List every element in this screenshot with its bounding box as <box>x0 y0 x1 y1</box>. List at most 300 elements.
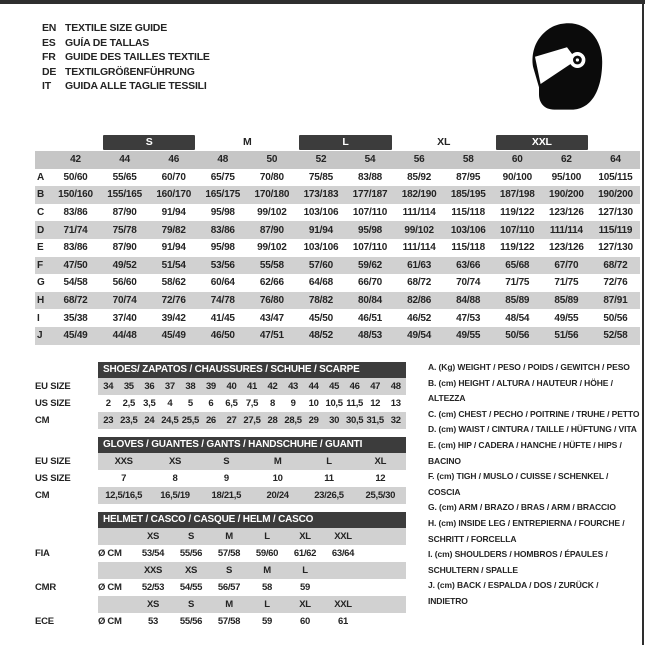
measure-value-cell: 59/62 <box>358 259 383 271</box>
measure-value-cell: 91/94 <box>161 207 186 219</box>
size-cell: 50 <box>266 154 278 166</box>
textile-size-table <box>35 134 640 345</box>
shoes-value-cell: 40 <box>226 381 237 392</box>
measure-row-d <box>35 221 640 239</box>
legend-item-f: F. (cm) TIGH / MUSLO / CUISSE / SCHENKEL / COSCIA <box>428 471 609 497</box>
measure-value-cell: 68/72 <box>407 277 432 289</box>
shoes-row-values <box>98 395 406 412</box>
measure-value-cell: 95/98 <box>210 207 235 219</box>
helmet-size-cell: XXS <box>143 565 163 576</box>
gloves-value-cell: XXS <box>114 456 133 467</box>
shoes-value-cell: 12 <box>370 398 381 409</box>
measure-row-label: J <box>37 330 43 342</box>
measure-value-cell: 67/70 <box>554 259 579 271</box>
shoes-value-cell: 41 <box>247 381 257 392</box>
size-cell: 56 <box>413 154 425 166</box>
helmet-size-header-values <box>98 562 406 579</box>
helmet-size-header-row <box>35 596 406 613</box>
measure-value-cell: 83/88 <box>358 171 383 183</box>
legend-item-e: E. (cm) HIP / CADERA / HANCHE / HÜFTE / HIPS / BACINO <box>428 439 622 466</box>
measure-row-label: I <box>37 312 40 324</box>
shoes-value-cell: 26 <box>205 415 216 426</box>
shoes-table-rows <box>35 378 406 429</box>
gloves-value-cell: 7 <box>121 473 127 484</box>
size-cell: 58 <box>462 154 474 166</box>
gloves-row-label: EU SIZE <box>35 456 71 467</box>
measure-value-cell: 70/80 <box>259 171 284 183</box>
shoes-row <box>35 378 406 395</box>
helmet-size-cell: XS <box>184 565 198 576</box>
helmet-standard-values <box>98 545 406 562</box>
measure-value-cell: 83/86 <box>63 242 88 254</box>
measure-value-cell: 127/130 <box>598 207 633 219</box>
helmet-value-cell: 59/60 <box>255 548 279 559</box>
measure-row-b <box>35 186 640 204</box>
gloves-value-cell: 12 <box>375 473 386 484</box>
shoes-value-cell: 4 <box>167 398 173 409</box>
language-title: GUÍA DE TALLAS <box>65 36 150 49</box>
measure-value-cell: 72/76 <box>603 277 628 289</box>
measure-value-cell: 46/52 <box>407 312 432 324</box>
shoes-value-cell: 44 <box>308 381 319 392</box>
gloves-row-label: CM <box>35 490 50 501</box>
helmet-size-cell: XL <box>299 599 311 610</box>
helmet-size-header-spacer <box>35 562 98 579</box>
measure-value-cell: 123/126 <box>548 242 584 254</box>
shoes-row-values <box>98 378 406 395</box>
gloves-value-cell: 25,5/30 <box>365 490 396 501</box>
measure-value-cell: 48/54 <box>505 312 530 324</box>
gloves-value-cell: 12,5/16,5 <box>105 490 143 501</box>
measure-value-cell: 50/60 <box>63 171 88 183</box>
shoes-value-cell: 24 <box>144 415 155 426</box>
gloves-row-values <box>98 453 406 470</box>
helmet-value-cell: 63/64 <box>331 548 355 559</box>
shoes-value-cell: 3,5 <box>143 398 156 409</box>
helmet-value-cell: 59 <box>300 582 310 593</box>
measure-value-cell: 182/190 <box>401 189 437 201</box>
gloves-row-values <box>98 487 406 504</box>
measure-value-cell: 84/88 <box>456 295 481 307</box>
size-cell: 44 <box>119 154 130 166</box>
helmet-value-cell: 52/53 <box>141 582 165 593</box>
shoes-row-label: CM <box>35 415 50 426</box>
language-title: GUIDE DES TAILLES TEXTILE <box>65 51 210 63</box>
shoes-value-cell: 45 <box>329 381 340 392</box>
shoes-value-cell: 24,5 <box>161 415 179 426</box>
shoes-value-cell: 7,5 <box>245 398 259 409</box>
shoes-row <box>35 395 406 412</box>
size-cell: 64 <box>610 154 621 166</box>
measure-value-cell: 60/64 <box>210 277 235 289</box>
size-cell: 46 <box>168 154 180 166</box>
measure-value-cell: 49/54 <box>407 330 432 342</box>
helmet-unit-label: Ø CM <box>98 548 122 559</box>
helmet-table-title: HELMET / CASCO / CASQUE / HELM / CASCO <box>98 512 406 528</box>
helmet-value-cell: 61/62 <box>293 548 317 559</box>
language-code: DE <box>42 65 57 78</box>
measure-value-cell: 37/40 <box>112 312 137 324</box>
measure-value-cell: 62/66 <box>259 277 284 289</box>
measure-value-cell: 51/54 <box>161 259 186 271</box>
size-cell: 52 <box>315 154 327 166</box>
gloves-value-cell: 8 <box>172 473 178 484</box>
measure-row-h <box>35 292 640 310</box>
measure-value-cell: 78/82 <box>308 295 333 307</box>
size-band-m: M <box>243 136 252 148</box>
measure-value-cell: 115/118 <box>451 207 486 219</box>
measure-value-cell: 43/47 <box>259 312 284 324</box>
measure-value-cell: 51/56 <box>554 330 579 342</box>
shoes-value-cell: 28 <box>267 415 278 426</box>
shoes-value-cell: 34 <box>103 381 114 392</box>
shoes-value-cell: 30 <box>329 415 340 426</box>
measure-value-cell: 61/63 <box>407 259 432 271</box>
measure-value-cell: 52/58 <box>603 330 628 342</box>
shoes-value-cell: 37 <box>164 381 175 392</box>
helmet-size-cell: M <box>263 565 271 576</box>
measure-value-cell: 70/74 <box>456 277 481 289</box>
measure-value-cell: 107/110 <box>352 242 388 254</box>
measure-value-cell: 85/89 <box>505 295 530 307</box>
gloves-value-cell: 23/26,5 <box>314 490 344 501</box>
gloves-value-cell: L <box>326 456 332 467</box>
measure-value-cell: 64/68 <box>308 277 333 289</box>
gloves-row-values <box>98 470 406 487</box>
helmet-size-cell: L <box>264 599 270 610</box>
measure-value-cell: 55/58 <box>259 259 284 271</box>
measure-value-cell: 53/56 <box>210 259 235 271</box>
measure-value-cell: 82/86 <box>407 295 432 307</box>
measure-value-cell: 41/45 <box>210 312 235 324</box>
measure-value-cell: 185/195 <box>450 189 486 201</box>
measure-value-cell: 87/90 <box>112 207 137 219</box>
measure-row-label: B <box>37 189 45 201</box>
measure-value-cell: 70/74 <box>112 295 137 307</box>
gloves-value-cell: 20/24 <box>266 490 289 501</box>
measure-value-cell: 105/115 <box>598 171 633 183</box>
language-code: IT <box>42 80 51 92</box>
helmet-standard-row-cmr <box>35 579 406 596</box>
measure-value-cell: 49/52 <box>112 259 137 271</box>
shoes-value-cell: 38 <box>185 381 196 392</box>
gloves-row <box>35 470 406 487</box>
helmet-value-cell: 55/56 <box>179 616 203 627</box>
shoes-value-cell: 36 <box>144 381 155 392</box>
measure-value-cell: 90/100 <box>502 171 532 183</box>
helmet-value-cell: 59 <box>262 616 272 627</box>
language-code: EN <box>42 22 57 34</box>
right-border <box>642 0 644 645</box>
measure-row-e <box>35 239 640 257</box>
helmet-unit-label: Ø CM <box>98 616 122 627</box>
shoes-value-cell: 32 <box>390 415 401 426</box>
size-band-xxl: XXL <box>496 135 588 150</box>
legend-item-b: B. (cm) HEIGHT / ALTURA / HAUTEUR / HÖHE / ALTEZZA <box>428 377 613 404</box>
legend-item-j: J. (cm) BACK / ESPALDA / DOS / ZURÜCK / INDIETRO <box>428 580 599 606</box>
measure-value-cell: 55/65 <box>112 171 137 183</box>
gloves-row <box>35 487 406 504</box>
measure-value-cell: 99/102 <box>257 207 287 219</box>
measure-value-cell: 49/55 <box>554 312 579 324</box>
helmet-value-cell: 55/56 <box>179 548 203 559</box>
measure-value-cell: 115/119 <box>598 224 633 236</box>
shoes-value-cell: 30,5 <box>346 415 364 426</box>
helmet-value-cell: 60 <box>300 616 310 627</box>
size-cell: 62 <box>561 154 572 166</box>
measure-value-cell: 44/48 <box>112 330 137 342</box>
measure-value-cell: 85/89 <box>554 295 579 307</box>
gloves-row-label: US SIZE <box>35 473 71 484</box>
legend-item-c: C. (cm) CHEST / PECHO / POITRINE / TRUHE / PETTO <box>428 408 640 419</box>
measure-value-cell: 68/72 <box>63 295 88 307</box>
measure-value-cell: 49/55 <box>456 330 481 342</box>
measure-value-cell: 47/51 <box>259 330 284 342</box>
shoes-value-cell: 39 <box>205 381 216 392</box>
measure-value-cell: 107/110 <box>352 207 388 219</box>
helmet-standard-values <box>98 613 406 630</box>
measure-value-cell: 87/90 <box>259 224 284 236</box>
measure-value-cell: 57/60 <box>308 259 333 271</box>
measure-value-cell: 83/86 <box>63 207 88 219</box>
size-cell: 60 <box>511 154 523 166</box>
size-header-row <box>35 151 640 169</box>
shoes-value-cell: 27 <box>226 415 237 426</box>
helmet-size-cell: XXL <box>334 599 352 610</box>
measure-value-cell: 79/82 <box>161 224 186 236</box>
shoes-size-table <box>35 362 406 429</box>
helmet-value-cell: 57/58 <box>217 616 241 627</box>
measure-value-cell: 111/114 <box>402 242 436 254</box>
helmet-standard-label: ECE <box>35 616 54 627</box>
helmet-size-cell: L <box>264 531 270 542</box>
measure-value-cell: 190/200 <box>598 189 633 201</box>
helmet-size-header-values <box>98 596 406 613</box>
language-code: FR <box>42 51 56 63</box>
helmet-size-header-spacer <box>35 528 98 545</box>
measure-value-cell: 85/92 <box>407 171 432 183</box>
shoes-value-cell: 35 <box>123 381 134 392</box>
measure-value-cell: 75/78 <box>112 224 137 236</box>
language-row <box>42 21 210 36</box>
helmet-size-table <box>35 512 406 630</box>
measure-value-cell: 91/94 <box>161 242 186 254</box>
measure-value-cell: 103/106 <box>303 242 339 254</box>
shoes-value-cell: 6,5 <box>225 398 238 409</box>
size-band-xl: XL <box>437 136 451 148</box>
size-band-l: L <box>299 135 391 150</box>
measure-value-cell: 71/75 <box>505 277 530 289</box>
measure-row-label: H <box>37 295 45 307</box>
measure-value-cell: 47/50 <box>63 259 88 271</box>
measure-value-cell: 87/91 <box>603 295 628 307</box>
measure-row-a <box>35 169 640 187</box>
shoes-value-cell: 10 <box>308 398 319 409</box>
measure-value-cell: 150/160 <box>58 189 93 201</box>
measure-value-cell: 170/180 <box>254 189 290 201</box>
measure-value-cell: 68/72 <box>603 259 628 271</box>
measure-value-cell: 71/74 <box>63 224 88 236</box>
size-band-row <box>35 134 640 151</box>
measure-value-cell: 173/183 <box>303 189 339 201</box>
gloves-value-cell: XL <box>374 456 387 467</box>
shoes-value-cell: 10,5 <box>325 398 343 409</box>
gloves-value-cell: 18/21,5 <box>211 490 242 501</box>
helmet-size-cell: M <box>225 599 233 610</box>
measure-value-cell: 65/75 <box>210 171 235 183</box>
measure-row-j <box>35 327 640 345</box>
helmet-size-cell: M <box>225 531 233 542</box>
language-title: GUIDA ALLE TAGLIE TESSILI <box>65 80 207 92</box>
shoes-value-cell: 47 <box>370 381 381 392</box>
helmet-value-cell: 56/57 <box>217 582 241 593</box>
measure-value-cell: 119/122 <box>500 207 535 219</box>
shoes-value-cell: 46 <box>349 381 360 392</box>
helmet-size-header-row <box>35 562 406 579</box>
measure-value-cell: 72/76 <box>161 295 186 307</box>
measure-value-cell: 160/170 <box>156 189 192 201</box>
shoes-value-cell: 28,5 <box>284 415 302 426</box>
helmet-size-cell: XXL <box>334 531 352 542</box>
helmet-size-header-row <box>35 528 406 545</box>
helmet-size-cell: S <box>187 531 195 542</box>
measure-value-cell: 65/68 <box>505 259 530 271</box>
helmet-size-cell: S <box>187 599 195 610</box>
helmet-value-cell: 54/55 <box>179 582 203 593</box>
measure-row-label: D <box>37 224 45 236</box>
gloves-value-cell: 10 <box>272 473 283 484</box>
shoes-row-label: US SIZE <box>35 398 71 409</box>
language-title: TEXTILE SIZE GUIDE <box>65 22 167 34</box>
shoes-value-cell: 31,5 <box>366 415 384 426</box>
measure-value-cell: 87/90 <box>112 242 137 254</box>
measure-value-cell: 58/62 <box>161 277 186 289</box>
measure-value-cell: 76/80 <box>259 295 284 307</box>
measure-value-cell: 56/60 <box>112 277 137 289</box>
measure-value-cell: 165/175 <box>205 189 241 201</box>
helmet-standard-row-ece <box>35 613 406 630</box>
helmet-value-cell: 57/58 <box>217 548 241 559</box>
helmet-standard-label: FIA <box>35 548 50 559</box>
shoes-value-cell: 11,5 <box>346 398 364 409</box>
shoes-value-cell: 48 <box>390 381 401 392</box>
measure-value-cell: 75/85 <box>308 171 333 183</box>
measure-value-cell: 45/50 <box>308 312 333 324</box>
helmet-size-cell: XS <box>146 531 160 542</box>
measure-value-cell: 95/98 <box>210 242 235 254</box>
measure-row-c <box>35 204 640 222</box>
language-title: TEXTILGRÖßENFÜHRUNG <box>65 65 195 78</box>
measure-value-cell: 83/86 <box>210 224 235 236</box>
language-row <box>42 50 210 65</box>
gloves-size-table <box>35 437 406 504</box>
shoes-value-cell: 8 <box>270 398 276 409</box>
measure-value-cell: 99/102 <box>404 224 434 236</box>
shoes-value-cell: 27,5 <box>243 415 261 426</box>
shoes-value-cell: 2,5 <box>122 398 135 409</box>
measure-value-cell: 91/94 <box>308 224 333 236</box>
gloves-value-cell: 16,5/19 <box>160 490 190 501</box>
measure-row-label: E <box>37 242 44 254</box>
helmet-size-cell: L <box>302 565 308 576</box>
measure-value-cell: 47/53 <box>456 312 481 324</box>
legend-item-a: A. (Kg) WEIGHT / PESO / POIDS / GEWITCH / PESO <box>428 362 630 372</box>
size-cell: 42 <box>70 154 81 166</box>
measure-value-cell: 46/51 <box>358 312 383 324</box>
legend-item-i: I. (cm) SHOULDERS / HOMBROS / ÉPAULES / SCHULTERN / SPALLE <box>428 549 608 575</box>
shoes-value-cell: 23 <box>103 415 114 426</box>
size-cell: 48 <box>217 154 229 166</box>
measure-value-cell: 48/53 <box>358 330 383 342</box>
measure-value-cell: 80/84 <box>358 295 383 307</box>
size-cell: 54 <box>364 154 376 166</box>
measure-value-cell: 48/52 <box>308 330 333 342</box>
measure-value-cell: 50/56 <box>603 312 628 324</box>
measure-value-cell: 54/58 <box>63 277 88 289</box>
gloves-value-cell: XS <box>168 456 182 467</box>
language-row <box>42 65 210 80</box>
measure-value-cell: 35/38 <box>63 312 88 324</box>
measure-value-cell: 95/100 <box>551 171 582 183</box>
shoes-value-cell: 43 <box>288 381 299 392</box>
language-row <box>42 79 210 94</box>
shoes-table-title: SHOES/ ZAPATOS / CHAUSSURES / SCHUHE / SCARPE <box>98 362 406 378</box>
size-band-s: S <box>103 135 195 150</box>
legend-item-h: H. (cm) INSIDE LEG / ENTREPIERNA / FOURCHE / SCHRITT / FORCELLA <box>428 517 625 544</box>
measure-value-cell: 45/49 <box>63 330 88 342</box>
measure-row-i <box>35 309 640 327</box>
measure-value-cell: 155/165 <box>107 189 142 201</box>
measure-value-cell: 87/95 <box>456 171 481 183</box>
measure-value-cell: 111/114 <box>549 224 583 236</box>
measure-value-cell: 71/75 <box>554 277 579 289</box>
helmet-size-cell: XL <box>299 531 311 542</box>
measurement-legend <box>428 360 640 610</box>
measure-value-cell: 177/187 <box>352 189 388 201</box>
measure-value-cell: 190/200 <box>548 189 584 201</box>
shoes-value-cell: 2 <box>105 398 111 409</box>
helmet-standard-values <box>98 579 406 596</box>
shoes-value-cell: 5 <box>187 398 193 409</box>
measure-value-cell: 119/122 <box>500 242 535 254</box>
measure-value-cell: 63/66 <box>456 259 481 271</box>
shoes-row-values <box>98 412 406 429</box>
measure-value-cell: 111/114 <box>402 207 436 219</box>
measure-value-cell: 123/126 <box>548 207 584 219</box>
measure-value-cell: 103/106 <box>450 224 486 236</box>
gloves-row <box>35 453 406 470</box>
helmet-value-cell: 53/54 <box>141 548 165 559</box>
measure-row-g <box>35 274 640 292</box>
helmet-size-cell: XS <box>146 599 160 610</box>
shoes-value-cell: 29 <box>308 415 319 426</box>
shoes-value-cell: 9 <box>290 398 296 409</box>
helmet-table-rows <box>35 528 406 630</box>
measure-value-cell: 60/70 <box>161 171 186 183</box>
shoes-value-cell: 42 <box>267 381 278 392</box>
shoes-value-cell: 13 <box>390 398 401 409</box>
shoes-value-cell: 25,5 <box>181 415 200 426</box>
language-title-list <box>42 21 210 94</box>
legend-item-g: G. (cm) ARM / BRAZO / BRAS / ARM / BRACCIO <box>428 502 616 513</box>
helmet-size-cell: S <box>225 565 233 576</box>
helmet-size-header-spacer <box>35 596 98 613</box>
helmet-value-cell: 58 <box>262 582 272 593</box>
helmet-standard-label: CMR <box>35 582 57 593</box>
shoes-value-cell: 23,5 <box>120 415 138 426</box>
measure-value-cell: 127/130 <box>598 242 633 254</box>
language-row <box>42 36 210 51</box>
